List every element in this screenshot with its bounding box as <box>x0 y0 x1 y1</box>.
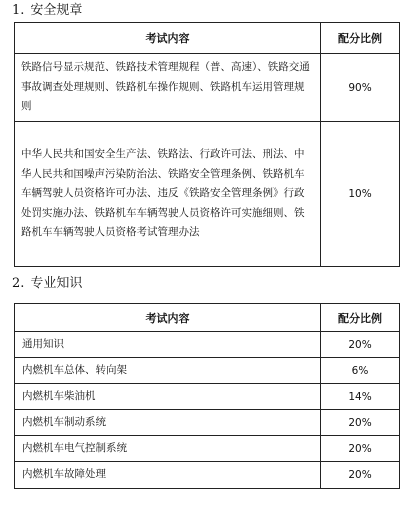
section-number: 1. <box>12 3 25 18</box>
table-row <box>15 384 400 410</box>
table-row <box>15 436 400 462</box>
exam-content-cell: 铁路信号显示规范、铁路技术管理规程（普、高速）、铁路交通事故调查处理规则、铁路机车操作规则、铁路机车运用管理规则 <box>15 54 321 122</box>
section-heading-professional-knowledge <box>12 276 82 292</box>
section-heading-safety-rules <box>12 3 82 19</box>
column-header-content: 考试内容 <box>15 304 321 332</box>
table-row <box>15 54 400 122</box>
section-title: 专业知识 <box>30 276 83 291</box>
exam-content-cell: 内燃机车柴油机 <box>15 384 321 410</box>
score-ratio-cell: 6% <box>321 358 400 384</box>
exam-content-cell: 通用知识 <box>15 332 321 358</box>
professional-knowledge-table <box>14 303 400 489</box>
column-header-ratio: 配分比例 <box>321 23 400 54</box>
score-ratio-cell: 20% <box>321 462 400 489</box>
exam-content-cell: 内燃机车制动系统 <box>15 410 321 436</box>
exam-content-cell: 内燃机车故障处理 <box>15 462 321 489</box>
exam-content-cell: 内燃机车总体、转向架 <box>15 358 321 384</box>
column-header-content: 考试内容 <box>15 23 321 54</box>
table-row <box>15 462 400 489</box>
score-ratio-cell: 20% <box>321 436 400 462</box>
column-header-ratio: 配分比例 <box>321 304 400 332</box>
exam-content-cell: 中华人民共和国安全生产法、铁路法、行政许可法、刑法、中华人民共和国噪声污染防治法、铁路安全管理条例、铁路机车车辆驾驶人员资格许可办法、违反《铁路安全管理条例》行政处罚实施办法、铁路机车车辆驾驶人员资格许可实施细则、铁路机车车辆驾驶人员资格考试管理办法 <box>15 122 321 267</box>
table-row <box>15 410 400 436</box>
table-row <box>15 332 400 358</box>
section-number: 2. <box>12 276 25 291</box>
table-header-row <box>15 304 400 332</box>
table-row <box>15 122 400 267</box>
table-header-row <box>15 23 400 54</box>
score-ratio-cell: 20% <box>321 332 400 358</box>
score-ratio-cell: 14% <box>321 384 400 410</box>
section-title: 安全规章 <box>30 3 83 18</box>
score-ratio-cell: 10% <box>321 122 400 267</box>
exam-content-cell: 内燃机车电气控制系统 <box>15 436 321 462</box>
table-row <box>15 358 400 384</box>
score-ratio-cell: 90% <box>321 54 400 122</box>
safety-rules-table <box>14 22 400 267</box>
score-ratio-cell: 20% <box>321 410 400 436</box>
